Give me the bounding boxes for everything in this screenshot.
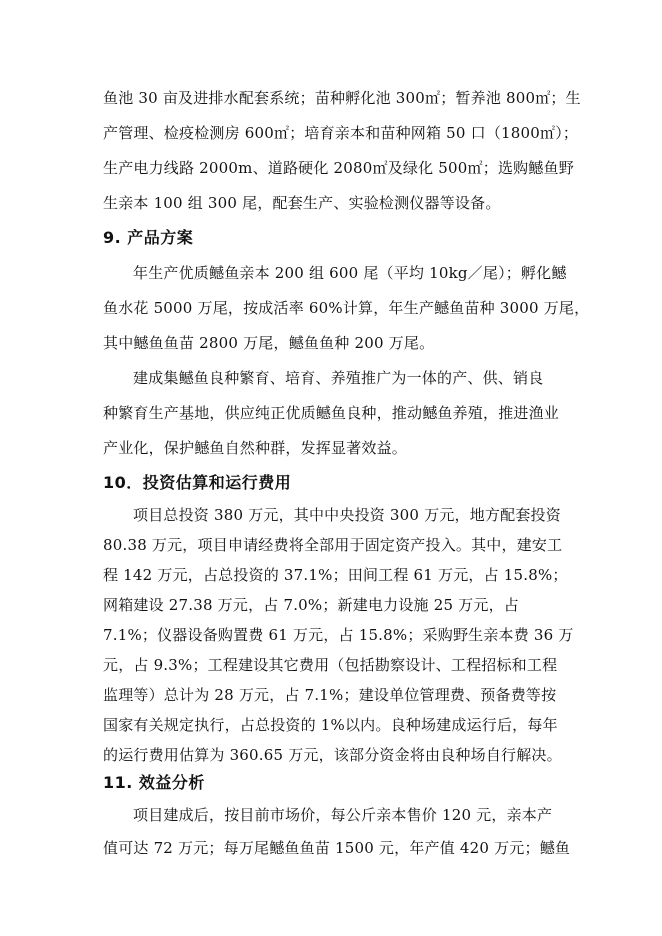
section-10-heading: 10．投资估算和运行费用 — [103, 473, 292, 492]
section-11-para1-line-1: 项目建成后，按目前市场价，每公斤亲本售价 120 元，亲本产 — [133, 806, 553, 824]
section-11-para1-line-2: 值可达 72 万元；每万尾鳡鱼鱼苗 1500 元，年产值 420 万元；鳡鱼 — [103, 839, 571, 857]
section-10-para1-line-6: 元，占 9.3%；工程建设其它费用（包括勘察设计、工程招标和工程 — [103, 656, 558, 674]
section-9-para2-line-2: 种繁育生产基地，供应纯正优质鳡鱼良种，推动鳡鱼养殖，推进渔业 — [103, 404, 560, 422]
section-9-para1-line-3: 其中鳡鱼鱼苗 2800 万尾，鳡鱼鱼种 200 万尾。 — [103, 334, 435, 352]
section-9-para2-line-3: 产业化，保护鳡鱼自然种群，发挥显著效益。 — [103, 439, 408, 457]
section-9-para1-line-2: 鱼水花 5000 万尾，按成活率 60%计算，年生产鳡鱼苗种 3000 万尾， — [103, 299, 590, 317]
section-10-para1-line-3: 程 142 万元，占总投资的 37.1%；田间工程 61 万元，占 15.8%； — [103, 566, 568, 584]
section-10-para1-line-4: 网箱建设 27.38 万元，占 7.0%；新建电力设施 25 万元，占 — [103, 596, 519, 614]
intro-line-1: 鱼池 30 亩及进排水配套系统；苗种孵化池 300㎡；暂养池 800㎡；生 — [103, 89, 581, 107]
intro-line-3: 生产电力线路 2000m、道路硬化 2080㎡及绿化 500㎡；选购鳡鱼野 — [103, 159, 574, 177]
section-10-para1-line-1: 项目总投资 380 万元，其中中央投资 300 万元，地方配套投资 — [133, 506, 561, 524]
section-9-para1-line-1: 年生产优质鳡鱼亲本 200 组 600 尾（平均 10kg／尾）；孵化鳡 — [133, 264, 567, 282]
section-9-heading: 9. 产品方案 — [103, 228, 194, 247]
intro-line-2: 产管理、检疫检测房 600㎡；培育亲本和苗种网箱 50 口（1800㎡）； — [103, 124, 579, 142]
section-10-para1-line-2: 80.38 万元，项目申请经费将全部用于固定资产投入。其中，建安工 — [103, 536, 563, 554]
section-9-para2-line-1: 建成集鳡鱼良种繁育、培育、养殖推广为一体的产、供、销良 — [133, 369, 544, 387]
section-10-para1-line-9: 的运行费用估算为 360.65 万元，该部分资金将由良种场自行解决。 — [103, 746, 562, 764]
section-10-para1-line-5: 7.1%；仪器设备购置费 61 万元，占 15.8%；采购野生亲本费 36 万 — [103, 626, 574, 644]
intro-line-4: 生亲本 100 组 300 尾，配套生产、实验检测仪器等设备。 — [103, 194, 501, 212]
section-10-para1-line-7: 监理等）总计为 28 万元，占 7.1%；建设单位管理费、预备费等按 — [103, 686, 557, 704]
section-10-para1-line-8: 国家有关规定执行，占总投资的 1%以内。良种场建成运行后，每年 — [103, 716, 558, 734]
section-11-heading: 11. 效益分析 — [103, 773, 205, 792]
